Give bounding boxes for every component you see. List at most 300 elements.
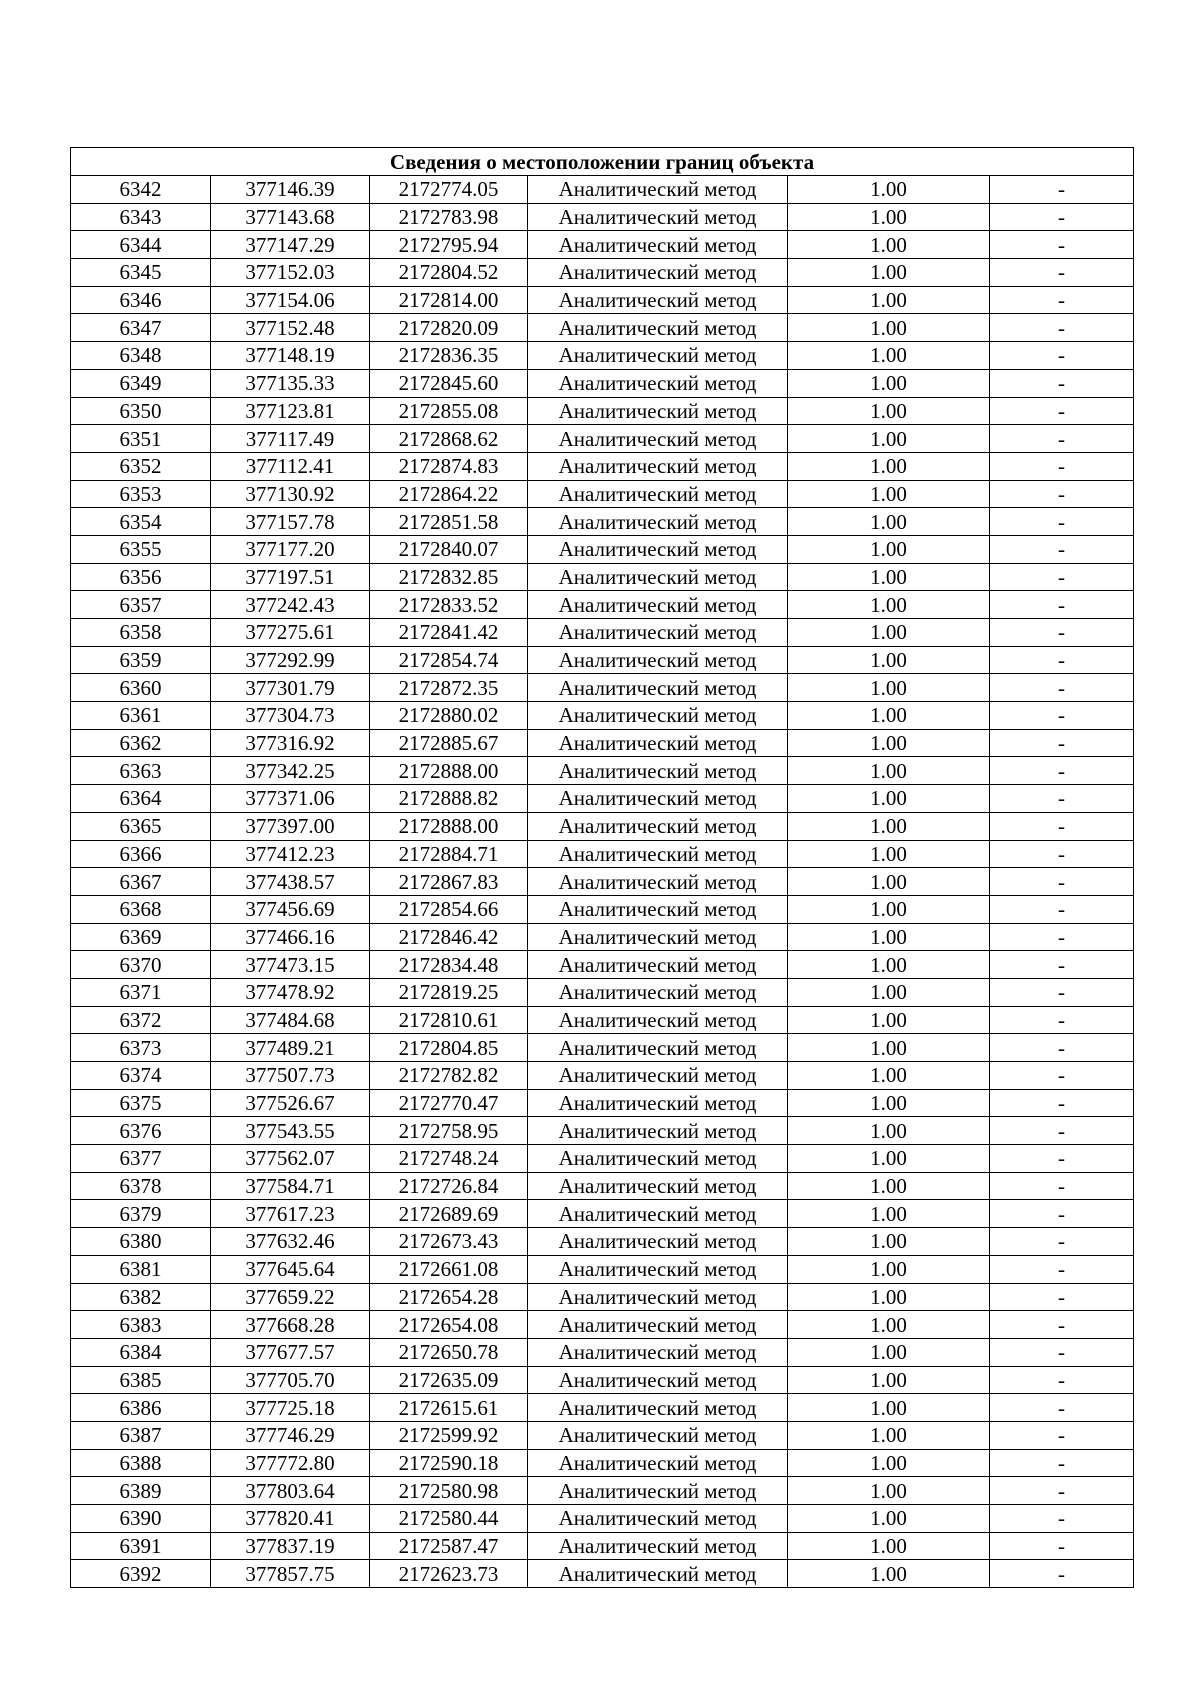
description-cell: - — [990, 1449, 1134, 1477]
accuracy-cell: 1.00 — [788, 1311, 990, 1339]
table-row — [71, 812, 1134, 840]
method-cell: Аналитический метод — [528, 1283, 788, 1311]
x-coordinate-cell: 377147.29 — [211, 231, 370, 259]
x-coordinate-cell: 377725.18 — [211, 1394, 370, 1422]
table-row — [71, 1477, 1134, 1505]
x-coordinate-cell: 377242.43 — [211, 591, 370, 619]
point-number-cell: 6345 — [71, 259, 211, 287]
accuracy-cell: 1.00 — [788, 757, 990, 785]
description-cell: - — [990, 1560, 1134, 1588]
x-coordinate-cell: 377466.16 — [211, 923, 370, 951]
accuracy-cell: 1.00 — [788, 951, 990, 979]
table-row — [71, 1228, 1134, 1256]
description-cell: - — [990, 1006, 1134, 1034]
x-coordinate-cell: 377484.68 — [211, 1006, 370, 1034]
point-number-cell: 6373 — [71, 1034, 211, 1062]
description-cell: - — [990, 1062, 1134, 1090]
accuracy-cell: 1.00 — [788, 563, 990, 591]
description-cell: - — [990, 646, 1134, 674]
x-coordinate-cell: 377304.73 — [211, 702, 370, 730]
method-cell: Аналитический метод — [528, 452, 788, 480]
y-coordinate-cell: 2172726.84 — [370, 1172, 528, 1200]
x-coordinate-cell: 377197.51 — [211, 563, 370, 591]
method-cell: Аналитический метод — [528, 314, 788, 342]
method-cell: Аналитический метод — [528, 951, 788, 979]
accuracy-cell: 1.00 — [788, 1532, 990, 1560]
description-cell: - — [990, 1172, 1134, 1200]
method-cell: Аналитический метод — [528, 757, 788, 785]
table-row — [71, 1283, 1134, 1311]
table-row — [71, 840, 1134, 868]
point-number-cell: 6377 — [71, 1145, 211, 1173]
x-coordinate-cell: 377130.92 — [211, 480, 370, 508]
description-cell: - — [990, 591, 1134, 619]
table-row — [71, 757, 1134, 785]
y-coordinate-cell: 2172846.42 — [370, 923, 528, 951]
table-row — [71, 1034, 1134, 1062]
x-coordinate-cell: 377632.46 — [211, 1228, 370, 1256]
accuracy-cell: 1.00 — [788, 425, 990, 453]
accuracy-cell: 1.00 — [788, 923, 990, 951]
y-coordinate-cell: 2172834.48 — [370, 951, 528, 979]
description-cell: - — [990, 480, 1134, 508]
point-number-cell: 6374 — [71, 1062, 211, 1090]
point-number-cell: 6363 — [71, 757, 211, 785]
accuracy-cell: 1.00 — [788, 480, 990, 508]
accuracy-cell: 1.00 — [788, 1228, 990, 1256]
y-coordinate-cell: 2172836.35 — [370, 342, 528, 370]
table-row — [71, 646, 1134, 674]
y-coordinate-cell: 2172804.85 — [370, 1034, 528, 1062]
description-cell: - — [990, 619, 1134, 647]
table-row — [71, 1338, 1134, 1366]
description-cell: - — [990, 702, 1134, 730]
table-row — [71, 369, 1134, 397]
method-cell: Аналитический метод — [528, 1228, 788, 1256]
y-coordinate-cell: 2172814.00 — [370, 286, 528, 314]
accuracy-cell: 1.00 — [788, 176, 990, 204]
point-number-cell: 6383 — [71, 1311, 211, 1339]
y-coordinate-cell: 2172888.82 — [370, 785, 528, 813]
method-cell: Аналитический метод — [528, 1338, 788, 1366]
description-cell: - — [990, 563, 1134, 591]
method-cell: Аналитический метод — [528, 1560, 788, 1588]
accuracy-cell: 1.00 — [788, 1006, 990, 1034]
point-number-cell: 6362 — [71, 729, 211, 757]
y-coordinate-cell: 2172689.69 — [370, 1200, 528, 1228]
table-row — [71, 203, 1134, 231]
description-cell: - — [990, 259, 1134, 287]
y-coordinate-cell: 2172635.09 — [370, 1366, 528, 1394]
x-coordinate-cell: 377507.73 — [211, 1062, 370, 1090]
method-cell: Аналитический метод — [528, 1062, 788, 1090]
accuracy-cell: 1.00 — [788, 1505, 990, 1533]
accuracy-cell: 1.00 — [788, 314, 990, 342]
x-coordinate-cell: 377489.21 — [211, 1034, 370, 1062]
x-coordinate-cell: 377371.06 — [211, 785, 370, 813]
table-row — [71, 452, 1134, 480]
point-number-cell: 6361 — [71, 702, 211, 730]
y-coordinate-cell: 2172880.02 — [370, 702, 528, 730]
description-cell: - — [990, 812, 1134, 840]
table-row — [71, 342, 1134, 370]
description-cell: - — [990, 342, 1134, 370]
description-cell: - — [990, 951, 1134, 979]
accuracy-cell: 1.00 — [788, 1283, 990, 1311]
method-cell: Аналитический метод — [528, 729, 788, 757]
x-coordinate-cell: 377438.57 — [211, 868, 370, 896]
y-coordinate-cell: 2172885.67 — [370, 729, 528, 757]
method-cell: Аналитический метод — [528, 342, 788, 370]
description-cell: - — [990, 1145, 1134, 1173]
y-coordinate-cell: 2172820.09 — [370, 314, 528, 342]
x-coordinate-cell: 377301.79 — [211, 674, 370, 702]
accuracy-cell: 1.00 — [788, 1449, 990, 1477]
x-coordinate-cell: 377746.29 — [211, 1421, 370, 1449]
table-row — [71, 1394, 1134, 1422]
method-cell: Аналитический метод — [528, 203, 788, 231]
accuracy-cell: 1.00 — [788, 1421, 990, 1449]
point-number-cell: 6388 — [71, 1449, 211, 1477]
x-coordinate-cell: 377584.71 — [211, 1172, 370, 1200]
method-cell: Аналитический метод — [528, 1449, 788, 1477]
method-cell: Аналитический метод — [528, 1394, 788, 1422]
table-row — [71, 1311, 1134, 1339]
x-coordinate-cell: 377543.55 — [211, 1117, 370, 1145]
point-number-cell: 6347 — [71, 314, 211, 342]
y-coordinate-cell: 2172580.44 — [370, 1505, 528, 1533]
point-number-cell: 6352 — [71, 452, 211, 480]
table-row — [71, 729, 1134, 757]
accuracy-cell: 1.00 — [788, 1089, 990, 1117]
x-coordinate-cell: 377154.06 — [211, 286, 370, 314]
x-coordinate-cell: 377803.64 — [211, 1477, 370, 1505]
description-cell: - — [990, 1338, 1134, 1366]
x-coordinate-cell: 377456.69 — [211, 895, 370, 923]
x-coordinate-cell: 377143.68 — [211, 203, 370, 231]
x-coordinate-cell: 377659.22 — [211, 1283, 370, 1311]
description-cell: - — [990, 1394, 1134, 1422]
method-cell: Аналитический метод — [528, 674, 788, 702]
method-cell: Аналитический метод — [528, 286, 788, 314]
table-row — [71, 563, 1134, 591]
table-title: Сведения о местоположении границ объекта — [71, 148, 1134, 176]
x-coordinate-cell: 377473.15 — [211, 951, 370, 979]
method-cell: Аналитический метод — [528, 1034, 788, 1062]
y-coordinate-cell: 2172840.07 — [370, 535, 528, 563]
table-row — [71, 508, 1134, 536]
table-row — [71, 978, 1134, 1006]
description-cell: - — [990, 286, 1134, 314]
accuracy-cell: 1.00 — [788, 591, 990, 619]
y-coordinate-cell: 2172851.58 — [370, 508, 528, 536]
accuracy-cell: 1.00 — [788, 508, 990, 536]
x-coordinate-cell: 377668.28 — [211, 1311, 370, 1339]
x-coordinate-cell: 377157.78 — [211, 508, 370, 536]
y-coordinate-cell: 2172748.24 — [370, 1145, 528, 1173]
y-coordinate-cell: 2172770.47 — [370, 1089, 528, 1117]
x-coordinate-cell: 377148.19 — [211, 342, 370, 370]
description-cell: - — [990, 369, 1134, 397]
y-coordinate-cell: 2172888.00 — [370, 757, 528, 785]
y-coordinate-cell: 2172599.92 — [370, 1421, 528, 1449]
x-coordinate-cell: 377152.03 — [211, 259, 370, 287]
y-coordinate-cell: 2172783.98 — [370, 203, 528, 231]
table-title-row — [71, 148, 1134, 176]
table-row — [71, 1366, 1134, 1394]
point-number-cell: 6391 — [71, 1532, 211, 1560]
y-coordinate-cell: 2172804.52 — [370, 259, 528, 287]
y-coordinate-cell: 2172855.08 — [370, 397, 528, 425]
description-cell: - — [990, 508, 1134, 536]
point-number-cell: 6342 — [71, 176, 211, 204]
description-cell: - — [990, 757, 1134, 785]
method-cell: Аналитический метод — [528, 923, 788, 951]
point-number-cell: 6350 — [71, 397, 211, 425]
table-row — [71, 1145, 1134, 1173]
description-cell: - — [990, 452, 1134, 480]
table-row — [71, 1172, 1134, 1200]
x-coordinate-cell: 377146.39 — [211, 176, 370, 204]
x-coordinate-cell: 377117.49 — [211, 425, 370, 453]
point-number-cell: 6354 — [71, 508, 211, 536]
description-cell: - — [990, 1255, 1134, 1283]
description-cell: - — [990, 535, 1134, 563]
x-coordinate-cell: 377772.80 — [211, 1449, 370, 1477]
table-row — [71, 1532, 1134, 1560]
method-cell: Аналитический метод — [528, 840, 788, 868]
point-number-cell: 6353 — [71, 480, 211, 508]
y-coordinate-cell: 2172854.66 — [370, 895, 528, 923]
method-cell: Аналитический метод — [528, 1311, 788, 1339]
accuracy-cell: 1.00 — [788, 1366, 990, 1394]
x-coordinate-cell: 377820.41 — [211, 1505, 370, 1533]
method-cell: Аналитический метод — [528, 563, 788, 591]
x-coordinate-cell: 377275.61 — [211, 619, 370, 647]
point-number-cell: 6384 — [71, 1338, 211, 1366]
accuracy-cell: 1.00 — [788, 895, 990, 923]
method-cell: Аналитический метод — [528, 1200, 788, 1228]
y-coordinate-cell: 2172795.94 — [370, 231, 528, 259]
description-cell: - — [990, 1283, 1134, 1311]
method-cell: Аналитический метод — [528, 480, 788, 508]
table-row — [71, 1089, 1134, 1117]
method-cell: Аналитический метод — [528, 1172, 788, 1200]
x-coordinate-cell: 377316.92 — [211, 729, 370, 757]
accuracy-cell: 1.00 — [788, 286, 990, 314]
table-body — [71, 176, 1134, 1588]
table-row — [71, 231, 1134, 259]
point-number-cell: 6356 — [71, 563, 211, 591]
point-number-cell: 6368 — [71, 895, 211, 923]
x-coordinate-cell: 377562.07 — [211, 1145, 370, 1173]
description-cell: - — [990, 1421, 1134, 1449]
table-row — [71, 1255, 1134, 1283]
boundary-coordinates-table — [70, 147, 1134, 1588]
accuracy-cell: 1.00 — [788, 231, 990, 259]
accuracy-cell: 1.00 — [788, 1117, 990, 1145]
method-cell: Аналитический метод — [528, 702, 788, 730]
description-cell: - — [990, 1200, 1134, 1228]
method-cell: Аналитический метод — [528, 176, 788, 204]
y-coordinate-cell: 2172654.08 — [370, 1311, 528, 1339]
x-coordinate-cell: 377645.64 — [211, 1255, 370, 1283]
y-coordinate-cell: 2172867.83 — [370, 868, 528, 896]
x-coordinate-cell: 377478.92 — [211, 978, 370, 1006]
table-row — [71, 1449, 1134, 1477]
point-number-cell: 6359 — [71, 646, 211, 674]
method-cell: Аналитический метод — [528, 1366, 788, 1394]
method-cell: Аналитический метод — [528, 1006, 788, 1034]
x-coordinate-cell: 377135.33 — [211, 369, 370, 397]
description-cell: - — [990, 425, 1134, 453]
table-row — [71, 923, 1134, 951]
y-coordinate-cell: 2172888.00 — [370, 812, 528, 840]
point-number-cell: 6371 — [71, 978, 211, 1006]
point-number-cell: 6382 — [71, 1283, 211, 1311]
x-coordinate-cell: 377677.57 — [211, 1338, 370, 1366]
y-coordinate-cell: 2172774.05 — [370, 176, 528, 204]
accuracy-cell: 1.00 — [788, 1560, 990, 1588]
description-cell: - — [990, 674, 1134, 702]
description-cell: - — [990, 1089, 1134, 1117]
description-cell: - — [990, 785, 1134, 813]
accuracy-cell: 1.00 — [788, 1145, 990, 1173]
point-number-cell: 6385 — [71, 1366, 211, 1394]
x-coordinate-cell: 377342.25 — [211, 757, 370, 785]
table-row — [71, 951, 1134, 979]
accuracy-cell: 1.00 — [788, 674, 990, 702]
y-coordinate-cell: 2172810.61 — [370, 1006, 528, 1034]
point-number-cell: 6344 — [71, 231, 211, 259]
point-number-cell: 6375 — [71, 1089, 211, 1117]
y-coordinate-cell: 2172884.71 — [370, 840, 528, 868]
description-cell: - — [990, 176, 1134, 204]
method-cell: Аналитический метод — [528, 1089, 788, 1117]
point-number-cell: 6387 — [71, 1421, 211, 1449]
accuracy-cell: 1.00 — [788, 785, 990, 813]
point-number-cell: 6370 — [71, 951, 211, 979]
y-coordinate-cell: 2172654.28 — [370, 1283, 528, 1311]
table-row — [71, 591, 1134, 619]
y-coordinate-cell: 2172872.35 — [370, 674, 528, 702]
table-row — [71, 619, 1134, 647]
method-cell: Аналитический метод — [528, 785, 788, 813]
point-number-cell: 6349 — [71, 369, 211, 397]
accuracy-cell: 1.00 — [788, 397, 990, 425]
description-cell: - — [990, 729, 1134, 757]
description-cell: - — [990, 1228, 1134, 1256]
x-coordinate-cell: 377705.70 — [211, 1366, 370, 1394]
y-coordinate-cell: 2172868.62 — [370, 425, 528, 453]
method-cell: Аналитический метод — [528, 812, 788, 840]
accuracy-cell: 1.00 — [788, 978, 990, 1006]
accuracy-cell: 1.00 — [788, 1338, 990, 1366]
accuracy-cell: 1.00 — [788, 259, 990, 287]
point-number-cell: 6378 — [71, 1172, 211, 1200]
method-cell: Аналитический метод — [528, 259, 788, 287]
accuracy-cell: 1.00 — [788, 342, 990, 370]
y-coordinate-cell: 2172590.18 — [370, 1449, 528, 1477]
table-row — [71, 702, 1134, 730]
point-number-cell: 6376 — [71, 1117, 211, 1145]
point-number-cell: 6366 — [71, 840, 211, 868]
description-cell: - — [990, 203, 1134, 231]
accuracy-cell: 1.00 — [788, 1477, 990, 1505]
point-number-cell: 6357 — [71, 591, 211, 619]
point-number-cell: 6346 — [71, 286, 211, 314]
table-row — [71, 480, 1134, 508]
x-coordinate-cell: 377123.81 — [211, 397, 370, 425]
description-cell: - — [990, 231, 1134, 259]
y-coordinate-cell: 2172874.83 — [370, 452, 528, 480]
table-row — [71, 1505, 1134, 1533]
table-row — [71, 425, 1134, 453]
accuracy-cell: 1.00 — [788, 203, 990, 231]
method-cell: Аналитический метод — [528, 1145, 788, 1173]
table-row — [71, 535, 1134, 563]
accuracy-cell: 1.00 — [788, 729, 990, 757]
y-coordinate-cell: 2172587.47 — [370, 1532, 528, 1560]
table-row — [71, 1117, 1134, 1145]
method-cell: Аналитический метод — [528, 1117, 788, 1145]
method-cell: Аналитический метод — [528, 619, 788, 647]
description-cell: - — [990, 868, 1134, 896]
method-cell: Аналитический метод — [528, 425, 788, 453]
table-row — [71, 868, 1134, 896]
method-cell: Аналитический метод — [528, 591, 788, 619]
accuracy-cell: 1.00 — [788, 452, 990, 480]
table-row — [71, 1560, 1134, 1588]
point-number-cell: 6381 — [71, 1255, 211, 1283]
method-cell: Аналитический метод — [528, 868, 788, 896]
method-cell: Аналитический метод — [528, 535, 788, 563]
point-number-cell: 6343 — [71, 203, 211, 231]
table-row — [71, 674, 1134, 702]
accuracy-cell: 1.00 — [788, 646, 990, 674]
method-cell: Аналитический метод — [528, 508, 788, 536]
method-cell: Аналитический метод — [528, 895, 788, 923]
description-cell: - — [990, 314, 1134, 342]
accuracy-cell: 1.00 — [788, 535, 990, 563]
y-coordinate-cell: 2172832.85 — [370, 563, 528, 591]
description-cell: - — [990, 978, 1134, 1006]
table-row — [71, 1006, 1134, 1034]
point-number-cell: 6364 — [71, 785, 211, 813]
y-coordinate-cell: 2172661.08 — [370, 1255, 528, 1283]
point-number-cell: 6390 — [71, 1505, 211, 1533]
x-coordinate-cell: 377837.19 — [211, 1532, 370, 1560]
table-row — [71, 176, 1134, 204]
x-coordinate-cell: 377526.67 — [211, 1089, 370, 1117]
table-row — [71, 895, 1134, 923]
point-number-cell: 6392 — [71, 1560, 211, 1588]
table-row — [71, 1421, 1134, 1449]
method-cell: Аналитический метод — [528, 369, 788, 397]
y-coordinate-cell: 2172580.98 — [370, 1477, 528, 1505]
x-coordinate-cell: 377397.00 — [211, 812, 370, 840]
x-coordinate-cell: 377177.20 — [211, 535, 370, 563]
y-coordinate-cell: 2172650.78 — [370, 1338, 528, 1366]
description-cell: - — [990, 1477, 1134, 1505]
method-cell: Аналитический метод — [528, 978, 788, 1006]
point-number-cell: 6355 — [71, 535, 211, 563]
y-coordinate-cell: 2172864.22 — [370, 480, 528, 508]
method-cell: Аналитический метод — [528, 1505, 788, 1533]
description-cell: - — [990, 895, 1134, 923]
accuracy-cell: 1.00 — [788, 1200, 990, 1228]
point-number-cell: 6379 — [71, 1200, 211, 1228]
